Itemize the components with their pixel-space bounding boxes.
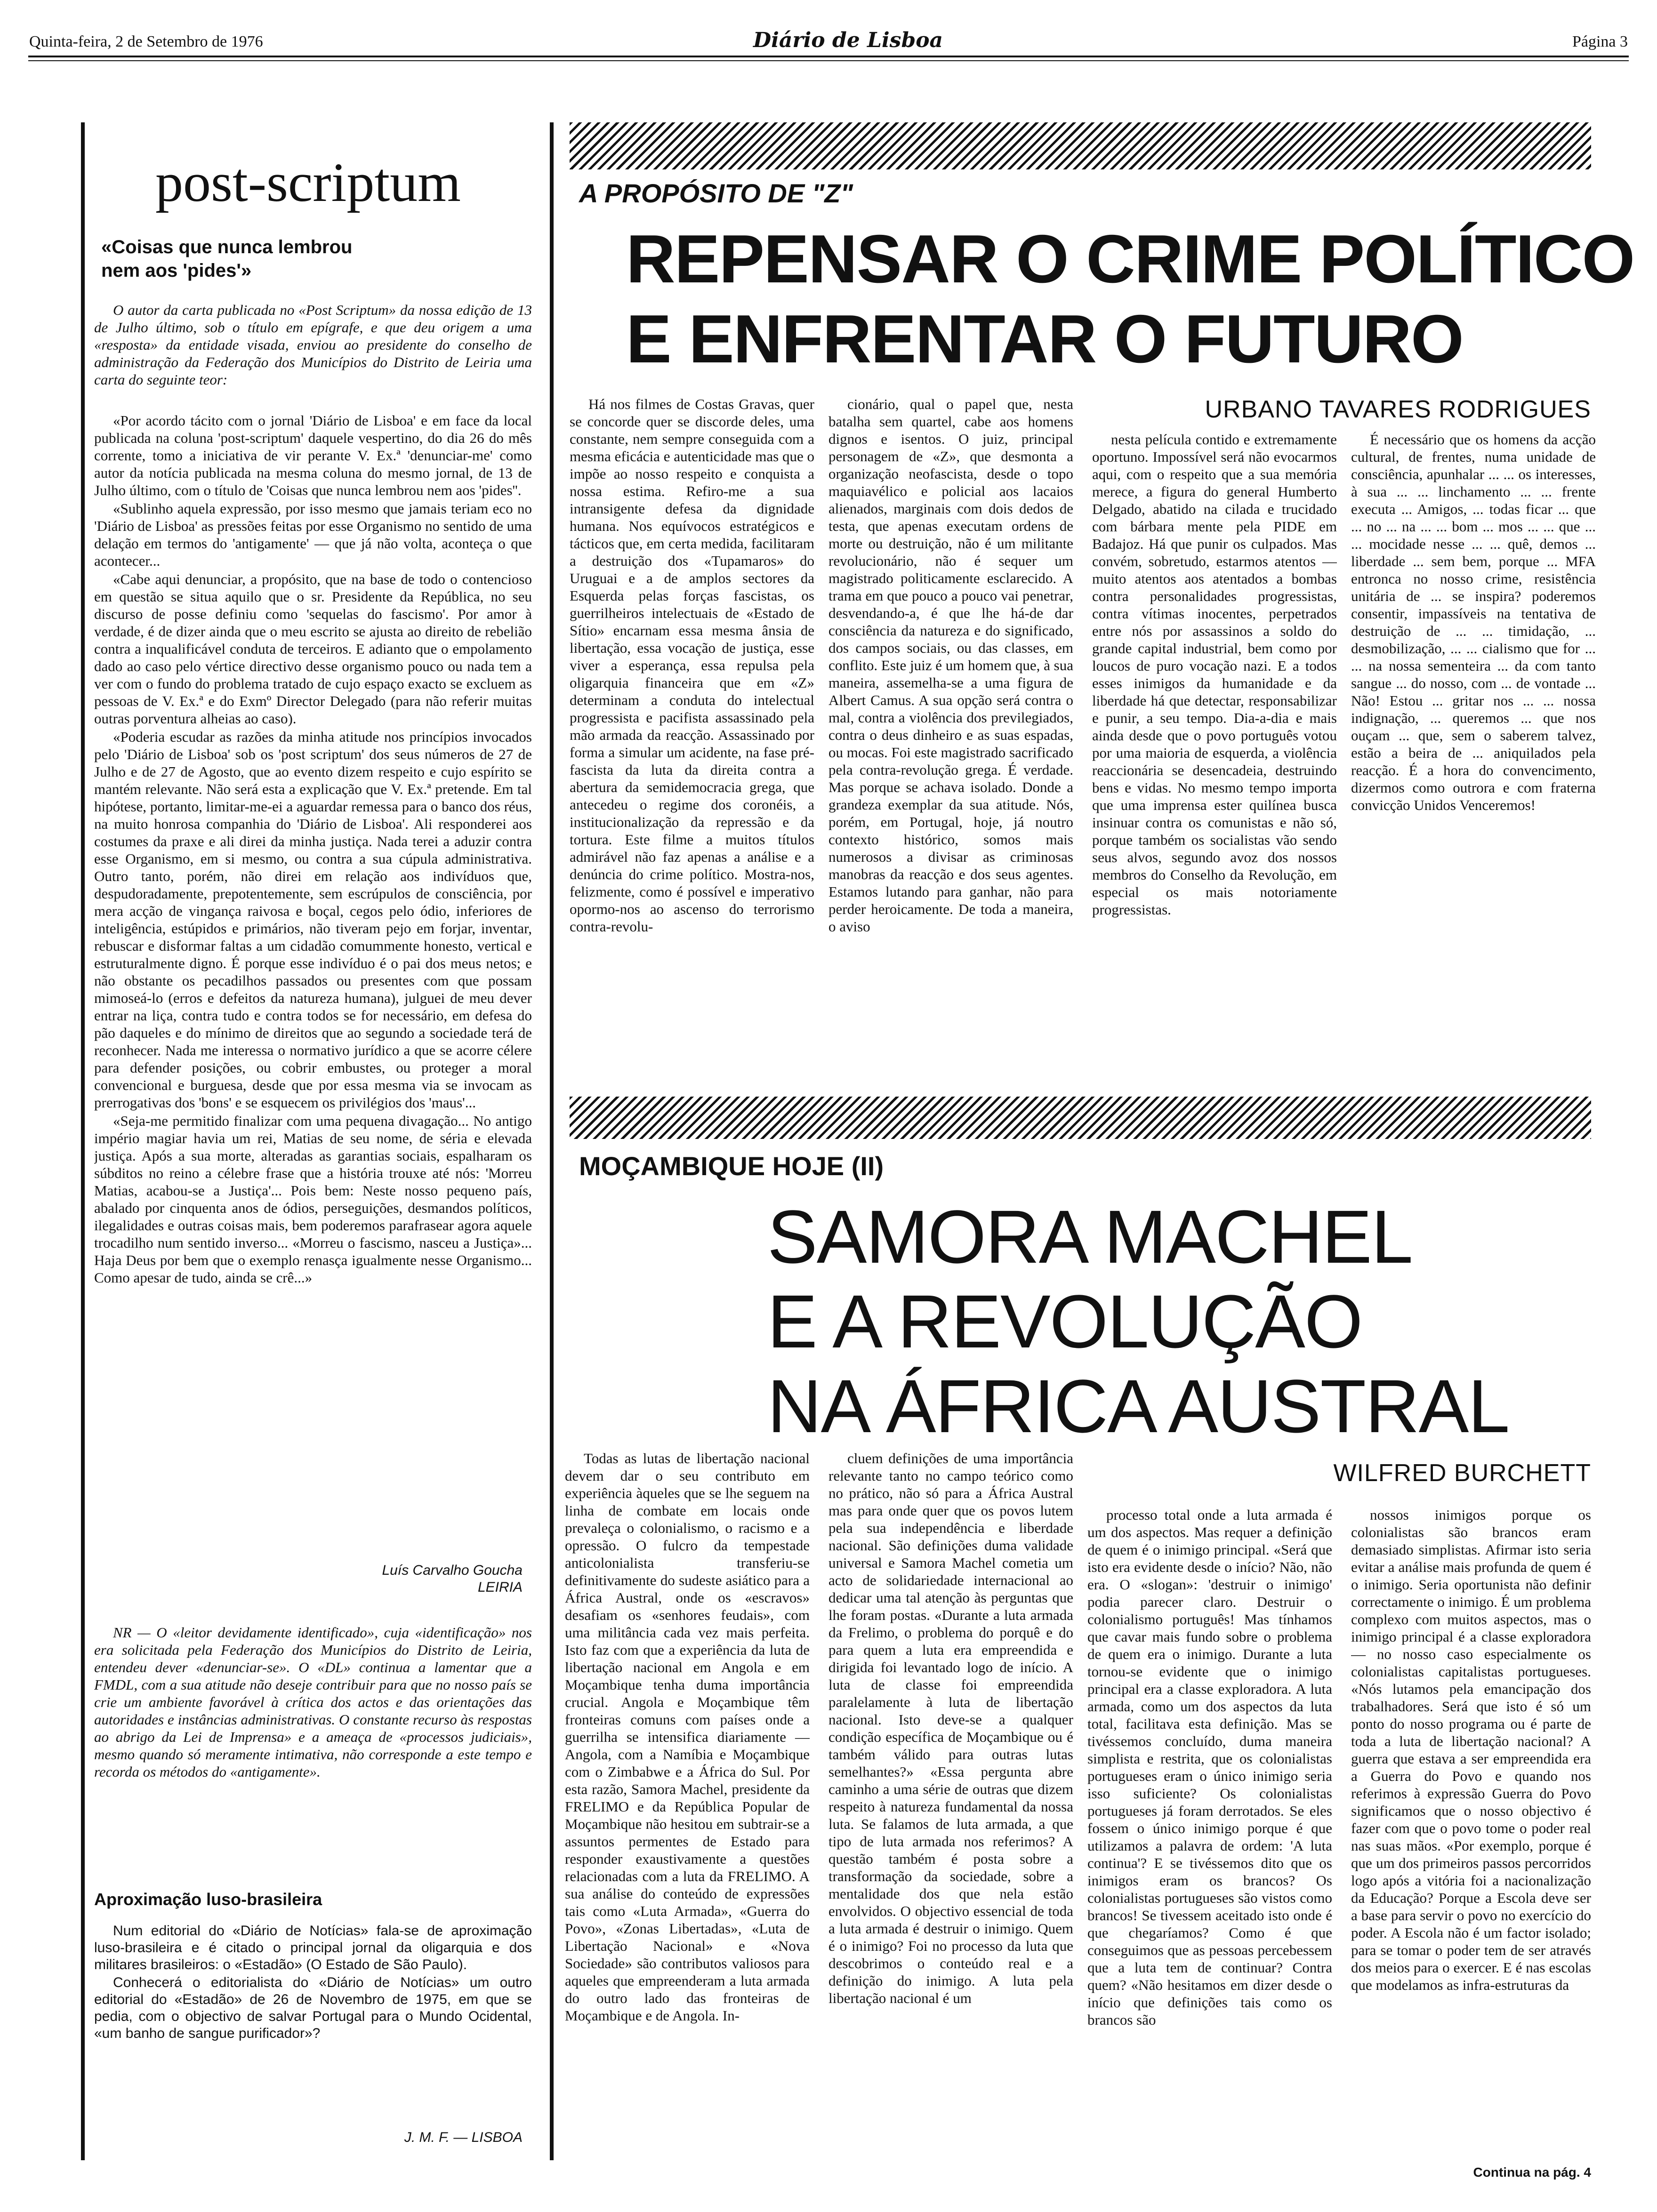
- article1-headline-line1: REPENSAR O CRIME POLÍTICO: [626, 221, 1634, 297]
- article2-headline-line3: NA ÁFRICA AUSTRAL: [767, 1364, 1509, 1448]
- postscriptum-right-border: [550, 122, 554, 2160]
- postscriptum-left-border: [81, 122, 85, 2160]
- article2-col3-text: processo total onde a luta armada é um dos aspectos. Mas requer a definição de quem é o inimigo principal. «Será que isto era evidente desde o início? Não, não era. O «slogan»: 'destruir o inimigo' podia parecer claro. Destruir o colonialismo português! Mas tínhamos que cavar mais fundo sobre o problema de quem era o inimigo. Durante a luta tornou-se evidente que o inimigo principal era a classe exploradora. A luta armada, como um dos aspectos da luta total, facilitava esta definição. Mas se tivéssemos concluído, duma maneira simplista e restrita, que os colonialistas portugueses eram o único inimigo seria isso suficiente? Os colonialistas portugueses já foram derrotados. Se eles fossem o único inimigo porque é que utilizamos a palavra de ordem: 'A luta continua'? E se tivéssemos dito que os inimigos eram os brancos? Os colonialistas portugueses são vistos como brancos! Se tivessem aceitado isto onde é que chegaríamos? Como é que conseguimos que as pessoas percebessem que a luta tem de continuar? Contra quem? «Não hesitamos em dizer desde o início que definições tais como os brancos são: [1087, 1507, 1332, 2028]
- header-rule-thin: [28, 60, 1629, 61]
- article1-column-3: [1092, 431, 1337, 1073]
- postscriptum-signature-place: LEIRIA: [477, 1579, 523, 1595]
- postscriptum-intro-text: O autor da carta publicada no «Post Scriptum» da nossa edição de 13 de Julho último, sob o título em epígrafe, e que deu origem a uma «resposta» da entidade visada, enviou ao presidente do conselho de administração da Federação dos Municípios do Distrito de Leiria uma carta do seguinte teor:: [94, 302, 532, 388]
- continued-label: Continua na pág. 4: [1473, 2165, 1591, 2180]
- postscriptum-paragraph: «Seja-me permitido finalizar com uma pequena divagação... No antigo império magiar havia um rei, Matias de seu nome, de séria e elevada justiça. Após a sua morte, alteradas as garantias sociais, espalharam os súbditos no reino a célebre frase que a história trouxe até nós: 'Morreu Matias, acabou-se a Justiça'... Pois bem: Neste nosso pequeno país, abalado por cinquenta anos de ódios, perseguições, desmandos políticos, ilegalidades e outras coisas mais, bem poderemos parafrasear agora aquele trocadilho num sentido inverso... «Morreu o fascismo, nasceu a Justiça»... Haja Deus por bem que o exemplo renasça igualmente nesse Organismo... Como apesar de tudo, ainda se crê...»: [94, 1113, 532, 1286]
- postscriptum-paragraph: «Por acordo tácito com o jornal 'Diário de Lisboa' e em face da local publicada na coluna 'post-scriptum' daquele vespertino, do dia 26 do mês corrente, tomo a iniciativa de vir perante V. Ex.ª 'denunciar-me' como autor da notícia publicada na mesma coluna do mesmo jornal, de 13 de Julho último, com o título de 'Coisas que nunca lembrou nem aos 'pides''.: [94, 412, 532, 498]
- article1-column-1: [570, 395, 814, 1073]
- article2-column-2: [828, 1450, 1073, 2184]
- article2-col2-text: cluem definições de uma importância relevante tanto no campo teórico como no prático, não só para a África Austral mas para onde quer que os povos lutem pela sua independência e liberdade nacional. São definições duma validade universal e Samora Machel cometia um acto de solidariedade internacional ao dedicar uma tal atenção às perguntas que lhe foram postas. «Durante a luta armada da Frelimo, o problema do porquê e do para quem a luta era empreendida e dirigida foi levantado logo de início. A luta de classe foi empreendida paralelamente à luta de libertação nacional. Isto deve-se a qualquer condição específica de Moçambique ou é também válido para outras lutas semelhantes?» «Essa pergunta abre caminho a uma série de outras que dizem respeito à natureza fundamental da nossa luta. Se falamos de luta armada, a que tipo de luta armada nos referimos? A questão também é posta sobre a transformação da sociedade, sobre a mentalidade dos que nela estão envolvidos. O objectivo essencial de toda a luta armada é destruir o inimigo. Quem é o inimigo? Foi no processo da luta que descobrimos o conteúdo real e a definição do inimigo. A luta pela libertação nacional é um: [828, 1450, 1073, 2006]
- article1-kicker: A PROPÓSITO DE "Z": [579, 178, 853, 208]
- postscriptum-letter: [94, 412, 532, 1565]
- article2-col4-text: nossos inimigos porque os colonialistas são brancos eram demasiado simplistas. Afirmar isto seria evitar a análise mais profunda de quem é o inimigo. Seria oportunista não definir correctamente o inimigo. É um problema complexo com muitos aspectos, mas o inimigo principal é a classe exploradora — no nosso caso especialmente os colonialistas capitalistas portugueses. «Nós lutamos pela emancipação dos trabalhadores. Será que isto é só um ponto do nosso programa ou é parte de toda a luta de libertação nacional? A guerra que estava a ser empreendida era a Guerra do Povo e quando nos referimos à expressão Guerra do Povo significamos que o nosso objectivo é fazer com que o povo tome o poder real nas suas mãos. «Por exemplo, porque é que um dos primeiros passos percorridos logo após a vitória foi a nacionalização da Educação? Porque a Escola deve ser a base para servir o povo no exercício do poder. A Escola não é um factor isolado; para se tomar o poder tem de ser através dos meios para o exercer. E é nas escolas que modelamos as infra-estruturas da: [1351, 1507, 1591, 1993]
- postscriptum-paragraph: «Cabe aqui denunciar, a propósito, que na base de todo o contencioso em questão se situa aquilo que o sr. Presidente da República, no seu discurso de posse definiu como 'sequelas do fascismo'. Por amor à verdade, é de dizer ainda que o meu escrito se ajusta ao direito de rebelião contra a inqualificável conduta de terceiros. E adianto que o empolamento dado ao caso pelo vértice directivo desse organismo pouco ou nada tem a ver com o fundo do problema tratado de cujo espaço exacto se excluem as pessoas de V. Ex.ª e do Exmº Director Delegado (para não referir muitas outras porventura alheias ao caso).: [94, 571, 532, 727]
- article2-headline-line1: SAMORA MACHEL: [767, 1194, 1412, 1279]
- article1-col1-text: Há nos filmes de Costas Gravas, quer se concorde quer se discorde deles, uma constante, nem sempre conseguida com a mesma eficácia e autenticidade mas que o impõe ao nosso respeito e conquista a nossa estima. Refiro-me a sua intransigente defesa da dignidade humana. Nos equívocos estratégicos e tácticos que, em certa medida, facilitaram a destruição dos «Tupamaros» do Uruguai e a de amplos sectores da Esquerda pelas forças fascistas, os guerrilheiros intelectuais de «Estado de Sítio» encarnam essa mesma ânsia de libertação, essa vocação de justiça, esse viver a esperança, essa repulsa pela oligarquia financeira que em «Z» determinam a conduta do intelectual progressista e pacifista assassinado pela mão armada da reacção. Assassinado por forma a simular um acidente, na fase pré-fascista da luta da direita contra a abertura da semidemocracia grega, que antecedeu o regime dos coronéis, a institucionalização da repressão e da tortura. Este filme a muitos títulos admirável não faz apenas a análise e a denúncia do crime político. Mostra-nos, felizmente, como é possível e imperativo opormo-nos ao ascenso do terrorismo contra-revolu-: [570, 396, 814, 935]
- page-number: Página 3: [1572, 33, 1628, 50]
- aproximacao-signature: J. M. F. — LISBOA: [404, 2130, 523, 2145]
- article2-col1-text: Todas as lutas de libertação nacional devem dar o seu contributo em experiência àqueles que se lhe seguem na linha de combate em locais onde prevaleça o colonialismo, o racismo e a opressão. O fulcro da tempestade anticolonialista transferiu-se definitivamente do sudeste asiático para a África Austral, onde os «escravos» desafiam os «senhores feudais», com uma militância cada vez mais perfeita. Isto faz com que a experiência da luta de libertação nacional em Angola e em Moçambique tenha duma importância crucial. Angola e Moçambique têm fronteiras comuns com países onde a guerrilha se intensifica diariamente — Angola, com a Namíbia e Moçambique com o Zimbabwe e a África do Sul. Por esta razão, Samora Machel, presidente da FRELIMO e da República Popular de Moçambique não hesitou em subtrair-se a assuntos permentes de Estado para responder exaustivamente a questões relacionadas com a luta da FRELIMO. A sua análise do conteúdo de expressões tais como «Luta Armada», «Guerra do Povo», «Zonas Libertadas», «Luta de Libertação Nacional» e «Nova Sociedade» são contributos valiosos para aqueles que empreenderam a luta armada do outro lado das fronteiras de Moçambique e de Angola. In-: [565, 1450, 810, 2024]
- postscriptum-paragraph: «Sublinho aquela expressão, por isso mesmo que jamais teriam eco no 'Diário de Lisboa' as pressões feitas por esse Organismo no sentido de uma delação em termos do 'antigamente' — que já não volta, aconteça o que acontecer...: [94, 500, 532, 569]
- article2-column-1: [565, 1450, 810, 2184]
- postscriptum-nr-note: [94, 1624, 532, 1821]
- header-rule: [28, 56, 1629, 57]
- header-date: Quinta-feira, 2 de Setembro de 1976: [29, 33, 263, 50]
- postscriptum-subtitle: «Coisas que nunca lembrou nem aos 'pides'»: [101, 237, 353, 281]
- article2-column-3: [1087, 1506, 1332, 2184]
- article1-col2-text: cionário, qual o papel que, nesta batalha sem quartel, cabe aos homens dignos e isentos. O juiz, principal personagem de «Z», que desmonta a organização neofascista, desde o topo maquiavélico e policial aos lacaios alienados, marginais com dois dedos de testa, que apenas executam ordens de morte ou destruição, não é um militante revolucionário, não é sequer um magistrado politicamente esclarecido. A trama em que pouco a pouco vai penetrar, desvendando-a, é que lhe há-de dar consciência da natureza e do significado, dos campos sociais, ou das classes, em conflito. Este juiz é um homem que, à sua maneira, assemelha-se a uma figura de Albert Camus. A sua opção será contra o mal, contra a violência dos previlegiados, contra o deus dinheiro e as suas espadas, ou mocas. Foi este magistrado sacrificado pela contra-revolução grega. É verdade. Mas porque se achava isolado. Donde a grandeza exemplar da sua atitude. Nós, porém, em Portugal, hoje, já noutro contexto histórico, somos mais numerosos a divisar as criminosas manobras da reacção e dos seus agentes. Estamos lutando para ganhar, não para perder heroicamente. De toda a maneira, o aviso: [828, 396, 1073, 935]
- postscriptum-signature-name: Luís Carvalho Goucha: [382, 1563, 523, 1578]
- article2-headline-line2: E A REVOLUÇÃO: [767, 1279, 1362, 1363]
- article1-byline: URBANO TAVARES RODRIGUES: [1205, 396, 1591, 423]
- article2-byline: WILFRED BURCHETT: [1333, 1459, 1591, 1487]
- article1-col3-text: nesta película contido e extremamente oportuno. Impossível será não evocarmos aqui, com o respeito que a sua memória merece, a figura do general Humberto Delgado, abatido na cilada e trucidado com bárbara mente pela PIDE em Badajoz. Há que punir os culpados. Mas convém, sobretudo, estarmos atentos — muito atentos aos atentados a bombas contra personalidades progressistas, contra vítimas inocentes, perpetrados entre nós por assassinos a soldo do grande capital industrial, bem como por loucos de puro vocação nazi. E a todos esses inimigos da humanidade e da liberdade há que detectar, responsabilizar e punir, a seu tempo. Dia-a-dia e mais ainda desde que o povo português votou por uma maioria de esquerda, a violência reaccionária se desencadeia, destruindo bens e vidas. No mesmo tempo importa que uma imprensa ester quilínea busca insinuar contra os comunistas e não só, porque também os socialistas vão sendo seus alvos, segundo avoz dos nossos membros do Conselho da Revolução, em especial os mais notoriamente progressistas.: [1092, 431, 1337, 918]
- article2-kicker: MOÇAMBIQUE HOJE (II): [579, 1151, 884, 1181]
- article2-column-4: [1351, 1506, 1591, 2160]
- article1-column-4: [1351, 431, 1596, 1073]
- nr-note-text: NR — O «leitor devidamente identificado», cuja «identificação» nos era solicitada pela Federação dos Municípios do Distrito de Leiria, entendeu dever «denunciar-se». O «DL» continua a lamentar que a FMDL, com a sua atitude não deseje contribuir para que no nosso país se crie um ambiente favorável à crítica dos actos e das orientações das autoridades e instâncias administrativas. O constante recurso às respostas ao abrigo da Lei de Imprensa» e a ameaça de «processos judiciais», mesmo quando só meramente intimativa, não corresponde a este tempo e recorda os métodos do «antigamente».: [94, 1624, 532, 1780]
- article2-hatch-band: [570, 1097, 1591, 1139]
- postscriptum-title: post-scriptum: [155, 152, 461, 213]
- article1-col4-text: É necessário que os homens da acção cultural, de frentes, numa unidade de consciência, apunhalar ... ... os interesses, à sua ... ... linchamento ... ... frente executa ... Amigos, ... todas ficar ... que ... no ... na ... ... bom ... mos ... ... que ... ... mocidade nesse ... ... quê, demos ... liberdade ... sem bem, porque ... MFA entronca no nosso crime, resistência unitária de ... se inspira? poderemos consentir, impassíveis na tentativa de destruição de ... ... timidação, ... desmobilização, ... ... cialismo que for ... ... na nossa sementeira ... da com tanto sangue ... do nosso, com ... de vontade ... Não! Estou ... gritar nos ... ... nossa indignação, ... queremos ... que nos ouçam ... que, sem o saberem talvez, estão a beira de ... aniquilados pela reacção. É a hora do convencimento, dizermos como outrora e com fraterna convicção Unidos Venceremos!: [1351, 431, 1596, 813]
- postscriptum-intro: [94, 301, 532, 409]
- aproximacao-paragraph: Num editorial do «Diário de Notícias» fala-se de aproximação luso-brasileira e é citado o principal jornal da oligarquia e dos militares brasileiros: o «Estadão» (O Estado de São Paulo).: [94, 1923, 532, 1972]
- article1-column-2: [828, 395, 1073, 1073]
- article1-hatch-band: [570, 122, 1591, 169]
- masthead: Diário de Lisboa: [753, 28, 943, 52]
- aproximacao-paragraph: Conhecerá o editorialista do «Diário de Notícias» um outro editorial do «Estadão» de 26 de Novembro de 1975, em que se pedia, com o objectivo de salvar Portugal para o Mundo Ocidental, «um banho de sangue purificador»?: [94, 1975, 532, 2041]
- aproximacao-body: [94, 1923, 532, 2111]
- postscriptum-paragraph: «Poderia escudar as razões da minha atitude nos princípios invocados pelo 'Diário de Lisboa' sob os 'post scriptum' dos seus números de 27 de Julho e de 27 de Agosto, que ao evento dizem respeito e cujo espírito se mantém relevante. Não será esta a explicação que V. Ex.ª pretende. Em tal hipótese, portanto, limitar-me-ei a aguardar remessa para o banco dos réus, na muito honrosa companhia do 'Diário de Lisboa'. Ali responderei aos costumes da praxe e ali direi da minha justiça. Nada terei a aduzir contra esse Organismo, em si mesmo, ou contra a sua cúpula administrativa. Outro tanto, porém, não direi em relação aos indivíduos que, despudoradamente, prepotentemente, sem escrúpulos de consciência, por mera acção de vingança raivosa e boçal, cegos pelo ódio, inferiores de inteligência, estúpidos e primários, não tiveram pejo em forjar, inventar, rebuscar e disformar faltas a um cidadão comummente honesto, vertical e estruturalmente digno. É porque esse indivíduo é o pai dos meus netos; e não obstante os pecadilhos passados ou presentes com que possam mimoseá-lo (erros e defeitos da natureza humana), julguei de meu dever entrar na liça, contra tudo e contra todos se for necessário, em defesa do pão daqueles e do mínimo de direitos que ao segundo a sociedade terá de reconhecer. Nada me interessa o normativo jurídico a que se acorre célere para defender posições, ou cobrir embustes, ou proteger a moral convencional e burguesa, desde que por essa mesma via se invocam as prerrogativas dos 'bons' e se esquecem os privilégios dos 'maus'...: [94, 729, 532, 1111]
- article1-headline-line2: E ENFRENTAR O FUTURO: [626, 301, 1463, 377]
- section-title-aproximacao: Aproximação luso-brasileira: [94, 1890, 322, 1909]
